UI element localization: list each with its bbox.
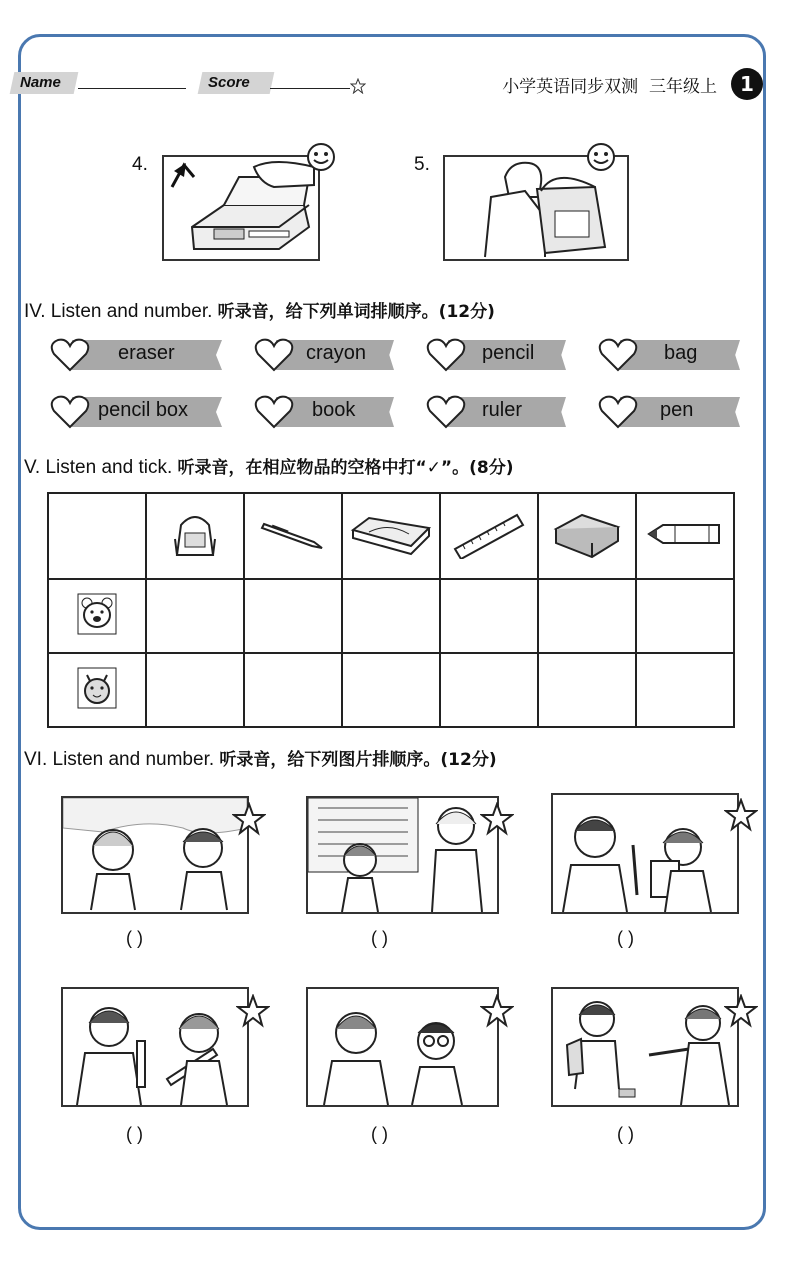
star-icon	[350, 78, 366, 94]
picture-number: 4.	[132, 154, 148, 175]
tick-cell[interactable]	[538, 579, 636, 653]
tick-cell[interactable]	[146, 653, 244, 727]
table-header-row	[48, 493, 734, 579]
tick-cell[interactable]	[146, 579, 244, 653]
answer-blank[interactable]: ( )	[371, 1124, 388, 1144]
heart-icon	[426, 393, 466, 431]
squirrel-icon	[77, 667, 117, 709]
heart-icon	[254, 336, 294, 374]
word-card[interactable]: crayon	[254, 336, 394, 374]
boy-bag-girl-pointing-icon	[553, 989, 737, 1105]
tick-cell[interactable]	[440, 653, 538, 727]
smiley-icon	[306, 142, 336, 172]
answer-blank[interactable]: ( )	[617, 1124, 634, 1144]
book-title: 小学英语同步双测 三年级上	[502, 77, 717, 97]
section-6-title: VI. Listen and number. 听录音，给下列图片排顺序。(12分)	[24, 749, 497, 770]
scene-picture	[61, 796, 249, 914]
table-row	[48, 653, 734, 727]
word-card[interactable]: ruler	[426, 393, 566, 431]
bag-icon	[165, 509, 225, 559]
tick-cell[interactable]	[342, 653, 440, 727]
tick-cell[interactable]	[538, 653, 636, 727]
word-card[interactable]: bag	[598, 336, 740, 374]
answer-blank[interactable]: ( )	[126, 1124, 143, 1144]
tick-cell[interactable]	[342, 579, 440, 653]
heart-icon	[50, 336, 90, 374]
word-card[interactable]: pencil	[426, 336, 566, 374]
scene-picture	[306, 796, 499, 914]
word-card[interactable]: book	[254, 393, 394, 431]
star-icon	[480, 994, 514, 1028]
scene-picture	[551, 793, 739, 914]
table-header-cell	[636, 493, 734, 579]
page-header	[20, 68, 765, 100]
table-header-cell	[244, 493, 342, 579]
word-card[interactable]: eraser	[50, 336, 222, 374]
row-label-cell	[48, 653, 146, 727]
heart-icon	[254, 393, 294, 431]
score-line[interactable]	[270, 88, 350, 89]
boy-pencil-girl-book-icon	[553, 795, 737, 912]
name-line[interactable]	[78, 88, 186, 89]
heart-icon	[50, 393, 90, 431]
page-badge: 1	[731, 68, 763, 100]
tick-cell[interactable]	[636, 579, 734, 653]
girl-boy-greeting-icon	[63, 798, 247, 912]
ruler-icon	[451, 509, 527, 559]
name-tag: Name	[10, 72, 79, 94]
tick-cell[interactable]	[440, 579, 538, 653]
word-card[interactable]: pen	[598, 393, 740, 431]
star-icon	[724, 798, 758, 832]
table-header-cell	[342, 493, 440, 579]
answer-blank[interactable]: ( )	[126, 928, 143, 948]
star-icon	[236, 994, 270, 1028]
scene-picture	[61, 987, 249, 1107]
row-label-cell	[48, 579, 146, 653]
star-icon	[724, 994, 758, 1028]
pencil-box-icon	[349, 512, 433, 556]
tick-table	[47, 492, 735, 728]
table-header-cell	[538, 493, 636, 579]
star-icon	[480, 802, 514, 836]
bear-icon	[77, 593, 117, 635]
table-header-cell	[440, 493, 538, 579]
heart-icon	[598, 393, 638, 431]
table-row	[48, 579, 734, 653]
smiley-icon	[586, 142, 616, 172]
word-card[interactable]: pencil box	[50, 393, 222, 431]
girl-boy-glasses-icon	[308, 989, 497, 1105]
boy-ruler-girl-ruler-icon	[63, 989, 247, 1105]
scene-picture	[551, 987, 739, 1107]
table-header-cell	[146, 493, 244, 579]
tick-cell[interactable]	[244, 579, 342, 653]
girl-teacher-waving-icon	[308, 798, 497, 912]
scene-picture	[306, 987, 499, 1107]
backpack-scene-icon	[445, 157, 627, 259]
tick-cell[interactable]	[636, 653, 734, 727]
answer-blank[interactable]: ( )	[617, 928, 634, 948]
heart-icon	[598, 336, 638, 374]
star-icon	[232, 802, 266, 836]
table-corner-cell	[48, 493, 146, 579]
section-5-title: V. Listen and tick. 听录音，在相应物品的空格中打“✓”。(8分)	[24, 457, 514, 478]
picture-pencil-box	[162, 155, 320, 261]
picture-number: 5.	[414, 154, 430, 175]
pencil-box-scene-icon	[164, 157, 318, 259]
pen-icon	[258, 514, 328, 554]
section-4-title: IV. Listen and number. 听录音，给下列单词排顺序。(12分)	[24, 301, 495, 322]
score-tag: Score	[198, 72, 275, 94]
eraser-icon	[552, 509, 622, 559]
heart-icon	[426, 336, 466, 374]
tick-cell[interactable]	[244, 653, 342, 727]
crayon-icon	[645, 519, 725, 549]
answer-blank[interactable]: ( )	[371, 928, 388, 948]
